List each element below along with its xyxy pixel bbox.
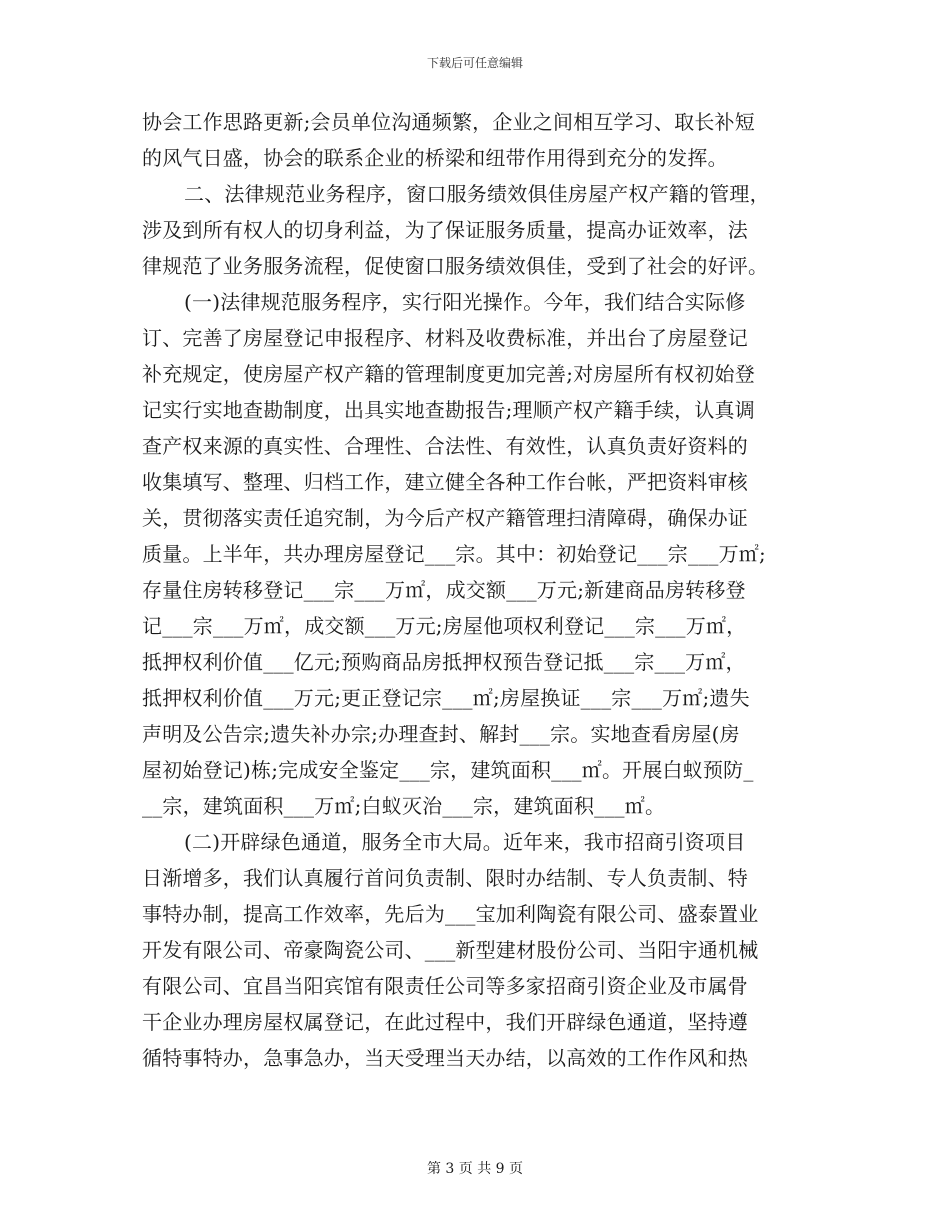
- text-line: __宗，建筑面积___万㎡;白蚁灭治___宗，建筑面积___㎡。: [142, 794, 666, 818]
- document-body: [142, 104, 810, 1076]
- text-line: 补充规定，使房屋产权产籍的管理制度更加完善;对房屋所有权初始登: [142, 362, 755, 386]
- text-line: 的风气日盛，协会的联系企业的桥梁和纽带作用得到充分的发挥。: [142, 146, 728, 170]
- text-line: 收集填写、整理、归档工作，建立健全各种工作台帐，严把资料审核: [142, 470, 748, 494]
- text-line: 质量。上半年，共办理房屋登记___宗。其中：初始登记___宗___万㎡;: [142, 542, 766, 566]
- text-line: 律规范了业务服务流程，促使窗口服务绩效俱佳，受到了社会的好评。: [142, 254, 769, 278]
- text-line: 抵押权利价值___万元;更正登记宗___㎡;房屋换证___宗___万㎡;遗失: [142, 686, 750, 710]
- text-line: 查产权来源的真实性、合理性、合法性、有效性，认真负责好资料的: [142, 434, 748, 458]
- text-line: 声明及公告宗;遗失补办宗;办理查封、解封___宗。实地查看房屋(房: [142, 722, 740, 746]
- subsection-heading-line: (二)开辟绿色通道，服务全市大局。近年来，我市招商引资项目: [184, 830, 746, 854]
- text-line: 记___宗___万㎡，成交额___万元;房屋他项权利登记___宗___万㎡，: [142, 614, 747, 638]
- text-line: 日渐增多，我们认真履行首问负责制、限时办结制、专人负责制、特: [142, 866, 748, 890]
- page-number: 第 3 页 共 9 页: [426, 1161, 524, 1177]
- subsection-heading-line: (一)法律规范服务程序，实行阳光操作。今年，我们结合实际修: [184, 290, 746, 314]
- text-line: 抵押权利价值___亿元;预购商品房抵押权预告登记抵___宗___万㎡，: [142, 650, 746, 674]
- text-line: 屋初始登记)栋;完成安全鉴定___宗，建筑面积___㎡。开展白蚁预防_: [142, 758, 754, 782]
- section-heading-line: 二、法律规范业务程序，窗口服务绩效俱佳房屋产权产籍的管理，: [184, 182, 770, 206]
- page-header: 下载后可任意编辑: [426, 56, 523, 70]
- text-line: 记实行实地查勘制度，出具实地查勘报告;理顺产权产籍手续，认真调: [142, 398, 755, 422]
- text-line: 开发有限公司、帝豪陶瓷公司、___新型建材股份公司、当阳宇通机械: [142, 938, 759, 962]
- text-line: 协会工作思路更新;会员单位沟通频繁，企业之间相互学习、取长补短: [142, 110, 755, 134]
- text-line: 干企业办理房屋权属登记，在此过程中，我们开辟绿色通道，坚持遵: [142, 1010, 748, 1034]
- text-line: 关，贯彻落实责任追究制，为今后产权产籍管理扫清障碍，确保办证: [142, 506, 748, 530]
- text-line: 有限公司、宜昌当阳宾馆有限责任公司等多家招商引资企业及市属骨: [142, 974, 748, 998]
- text-line: 事特办制，提高工作效率，先后为___宝加利陶瓷有限公司、盛泰置业: [142, 902, 759, 926]
- text-line: 存量住房转移登记___宗___万㎡，成交额___万元;新建商品房转移登: [142, 578, 746, 602]
- text-line: 订、完善了房屋登记申报程序、材料及收费标准，并出台了房屋登记: [142, 326, 748, 350]
- text-line: 循特事特办，急事急办，当天受理当天办结，以高效的工作作风和热: [142, 1046, 748, 1070]
- text-line: 涉及到所有权人的切身利益，为了保证服务质量，提高办证效率，法: [142, 218, 748, 242]
